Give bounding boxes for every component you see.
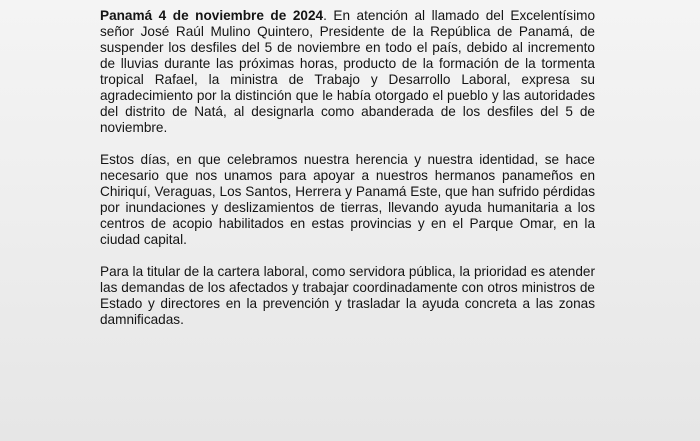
paragraph-1 bbox=[100, 8, 595, 136]
paragraph-2: Estos días, en que celebramos nuestra herencia y nuestra identidad, se hace necesario que nos unamos para apoyar a nuestros hermanos panameños en Chiriquí, Veraguas, Los Santos, Herrera y Panamá Este, que han sufrido pérdidas por inundaciones y deslizamientos de tierras, llevando ayuda humanitaria a los centros de acopio habilitados en estas provincias y en el Parque Omar, en la ciudad capital. bbox=[100, 152, 595, 247]
document-body bbox=[100, 8, 595, 344]
paragraph-1-text: . En atención al llamado del Excelentísimo señor José Raúl Mulino Quintero, Presidente de la República de Panamá, de suspender los desfiles del 5 de noviembre en todo el país, debido al incremento de lluvias durante las próximas horas, producto de la formación de la tormenta tropical Rafael, la ministra de Trabajo y Desarrollo Laboral, expresa su agradecimiento por la distinción que le había otorgado el pueblo y las autoridades del distrito de Natá, al designarla como abanderada de los desfiles del 5 de noviembre. bbox=[100, 8, 596, 135]
press-date: Panamá 4 de noviembre de 2024 bbox=[100, 8, 324, 23]
paragraph-3: Para la titular de la cartera laboral, como servidora pública, la prioridad es atender las demandas de los afectados y trabajar coordinadamente con otros ministros de Estado y directores en la prevención y trasladar la ayuda concreta a las zonas damnificadas. bbox=[100, 264, 595, 327]
